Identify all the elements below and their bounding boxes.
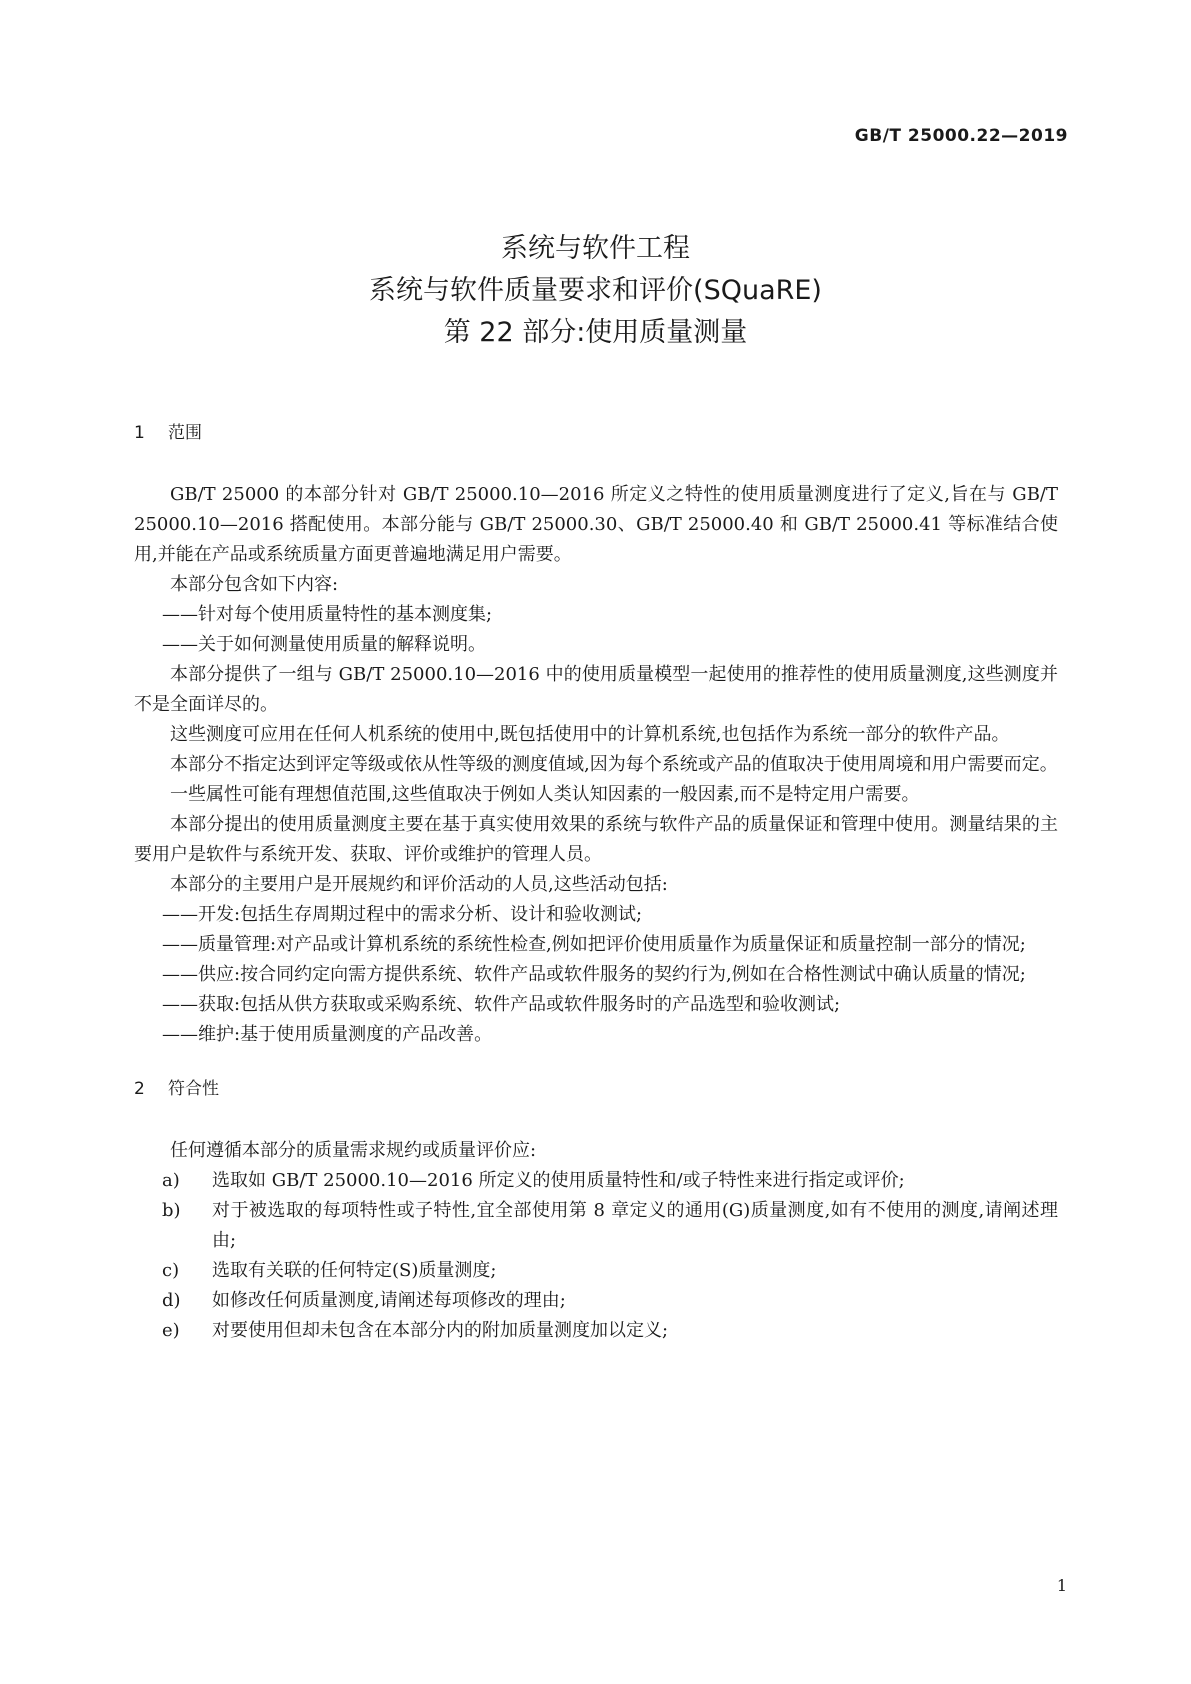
list-item-text: 选取如 GB/T 25000.10—2016 所定义的使用质量特性和/或子特性来进行指定或评价;	[212, 1170, 905, 1191]
paragraph: 一些属性可能有理想值范围,这些值取决于例如人类认知因素的一般因素,而不是特定用户需要。	[170, 784, 920, 805]
paragraph: 本部分的主要用户是开展规约和评价活动的人员,这些活动包括:	[170, 874, 668, 895]
list-item-text: 如修改任何质量测度,请阐述每项修改的理由;	[212, 1290, 566, 1311]
list-item-e	[134, 1316, 1058, 1346]
list-item-text: 对于被选取的每项特性或子特性,宜全部使用第 8 章定义的通用(G)质量测度,如有不使用的测度,请阐述理由;	[212, 1200, 1058, 1251]
list-marker: c)	[162, 1260, 180, 1281]
list-item: ——供应:按合同约定向需方提供系统、软件产品或软件服务的契约行为,例如在合格性测试中确认质量的情况;	[162, 964, 1026, 985]
list-item-a	[134, 1166, 1058, 1196]
standard-code: GB/T 25000.22—2019	[854, 126, 1068, 146]
paragraph: 本部分包含如下内容:	[170, 574, 339, 595]
section-title: 范围	[168, 423, 202, 443]
list-marker: d)	[162, 1290, 181, 1311]
list-item: ——获取:包括从供方获取或采购系统、软件产品或软件服务时的产品选型和验收测试;	[162, 994, 841, 1015]
list-item-c	[134, 1256, 1058, 1286]
list-item-d	[134, 1286, 1058, 1316]
list-marker: b)	[162, 1200, 181, 1221]
section-title: 符合性	[168, 1079, 219, 1099]
title-line-2: 系统与软件质量要求和评价(SQuaRE)	[369, 275, 822, 306]
list-item: ——关于如何测量使用质量的解释说明。	[162, 634, 486, 655]
paragraph: 本部分不指定达到评定等级或依从性等级的测度值域,因为每个系统或产品的值取决于使用周境和用户需要而定。	[170, 754, 1058, 775]
page-number: 1	[1056, 1576, 1067, 1595]
section-number: 1	[134, 423, 145, 443]
title-line-3: 第 22 部分:使用质量测量	[443, 317, 748, 348]
list-item-b	[134, 1196, 1058, 1256]
paragraph: 本部分提出的使用质量测度主要在基于真实使用效果的系统与软件产品的质量保证和管理中使用。测量结果的主要用户是软件与系统开发、获取、评价或维护的管理人员。	[134, 814, 1058, 865]
section-1-heading	[134, 418, 1058, 448]
title-line-1: 系统与软件工程	[501, 233, 690, 264]
list-marker: a)	[162, 1170, 180, 1191]
paragraph: 任何遵循本部分的质量需求规约或质量评价应:	[170, 1140, 537, 1161]
list-item-text: 选取有关联的任何特定(S)质量测度;	[212, 1260, 497, 1281]
paragraph: 这些测度可应用在任何人机系统的使用中,既包括使用中的计算机系统,也包括作为系统一部分的软件产品。	[170, 724, 1010, 745]
list-item-text: 对要使用但却未包含在本部分内的附加质量测度加以定义;	[212, 1320, 669, 1341]
document-title	[0, 228, 1191, 354]
document-body	[134, 418, 1058, 1346]
paragraph: 本部分提供了一组与 GB/T 25000.10—2016 中的使用质量模型一起使用的推荐性的使用质量测度,这些测度并不是全面详尽的。	[134, 664, 1058, 715]
paragraph: GB/T 25000 的本部分针对 GB/T 25000.10—2016 所定义之特性的使用质量测度进行了定义,旨在与 GB/T 25000.10—2016 搭配使用。本部分能与 GB/T 25000.30、GB/T 25000.40 和 GB/T 25000.41 等标准结合使用,并能在产品或系统质量方面更普遍地满足用户需要。	[134, 484, 1058, 565]
section-2-heading	[134, 1074, 1058, 1104]
list-item: ——针对每个使用质量特性的基本测度集;	[162, 604, 493, 625]
list-item: ——质量管理:对产品或计算机系统的系统性检查,例如把评价使用质量作为质量保证和质量控制一部分的情况;	[162, 934, 1026, 955]
section-number: 2	[134, 1079, 145, 1099]
list-marker: e)	[162, 1320, 180, 1341]
list-item: ——开发:包括生存周期过程中的需求分析、设计和验收测试;	[162, 904, 643, 925]
list-item: ——维护:基于使用质量测度的产品改善。	[162, 1024, 493, 1045]
